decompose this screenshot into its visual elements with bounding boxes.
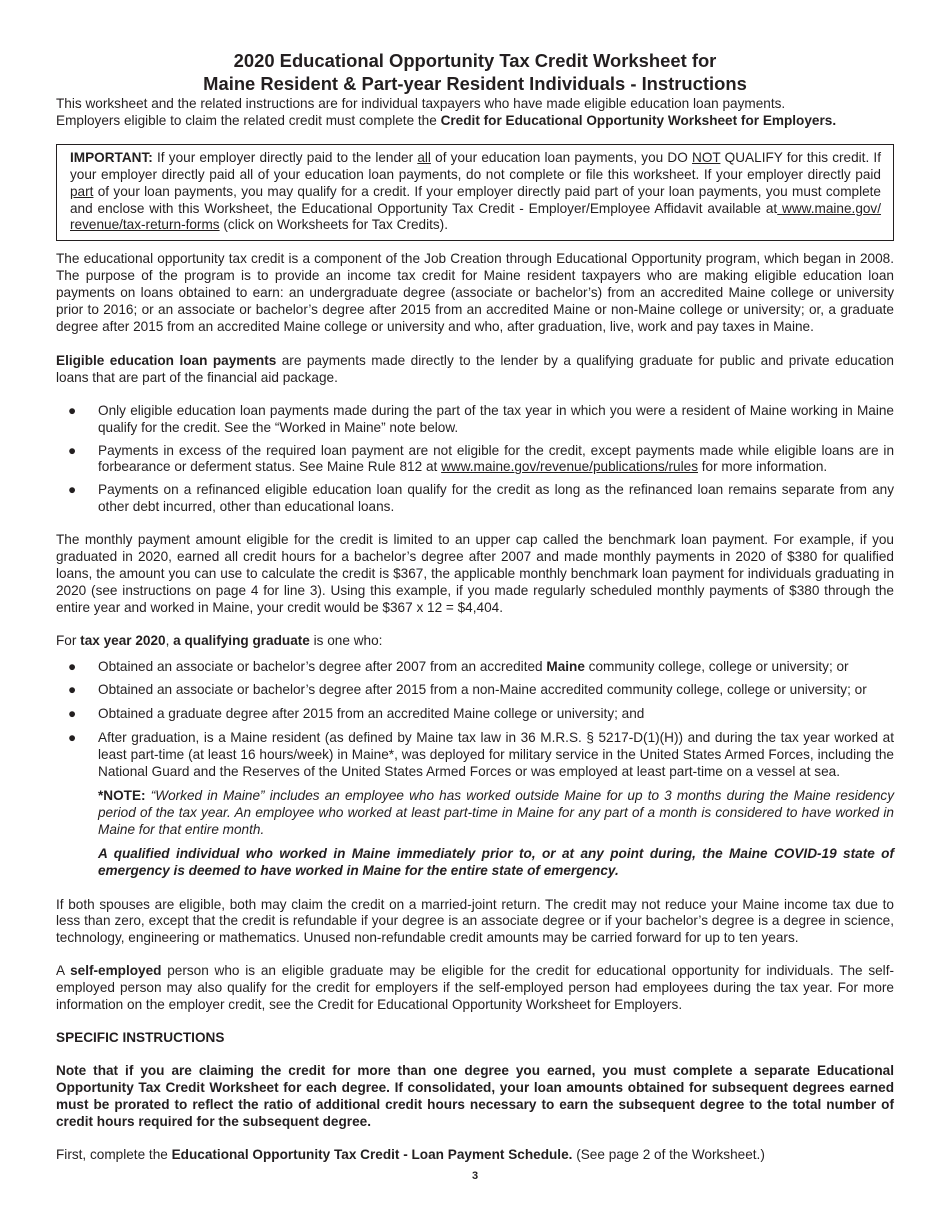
tax-year-bold: tax year 2020 xyxy=(80,632,166,648)
list-item-text: Obtained an associate or bachelor’s degree after 2015 from a non-Maine accredited community college, college or university; or xyxy=(98,682,867,698)
text: , xyxy=(165,632,174,648)
important-text-1: If your employer directly paid to the lender xyxy=(152,149,418,165)
list-item-text: for more information. xyxy=(698,459,828,475)
list-item-text: Obtained a graduate degree after 2015 from an accredited Maine college or university; and xyxy=(98,706,645,722)
title-line-2: Maine Resident & Part-year Resident Individuals - Instructions xyxy=(203,72,747,94)
important-text xyxy=(70,150,881,235)
eligible-text: are payments made directly to the lender by a qualifying graduate for public and private education loans that are part of the financial aid package. xyxy=(56,352,894,385)
text: A xyxy=(56,963,71,979)
program-paragraph: The educational opportunity tax credit is a component of the Job Creation through Educational Opportunity program, which began in 2008. The purpose of the program is to provide an income tax credit for Maine resident taxpayers who are making eligible education loan payments on loans obtained to earn: an undergraduate degree (associate or bachelor’s) from an accredited Maine college or university prior to 2016; or an associate or bachelor’s degree after 2015 from an accredited Maine or non-Maine college or university; or, a graduate degree after 2015 from an accredited Maine college or university and who, after graduation, live, work and pay taxes in Maine. xyxy=(56,251,894,334)
self-employed-paragraph xyxy=(56,963,894,1014)
bullet-icon: ● xyxy=(68,706,77,722)
intro xyxy=(56,96,894,130)
spouses-paragraph: If both spouses are eligible, both may claim the credit on a married-joint return. The credit may not reduce your Maine income tax due to less than zero, except that the credit is refundable if your degree is an associate degree or if your bachelor’s degree is a degree in science, technology, engineering or mathematics. Unused non-refundable credit amounts may be carried forward for up to ten years. xyxy=(56,896,894,946)
list-item-text: Payments in excess of the required loan payment are not eligible for the credit, except payments made while eligible loans are in forbearance or deferment status. See Maine Rule 812 at xyxy=(98,442,894,475)
page-title xyxy=(56,50,894,95)
bullet-icon: ● xyxy=(68,658,77,674)
bullet-icon: ● xyxy=(68,482,77,498)
list-item-text: Only eligible education loan payments made during the part of the tax year in which you were a resident of Maine working in Maine qualify for the credit. See the “Worked in Maine” note below. xyxy=(98,402,894,435)
eligible-paragraph xyxy=(56,353,894,387)
employer-worksheet-title: Credit for Educational Opportunity Worksheet for Employers. xyxy=(440,112,837,128)
list-item-text: After graduation, is a Maine resident (as defined by Maine tax law in 36 M.R.S. § 5217-D(1)(H)) and during the tax year worked at least part-time (at least 16 hours/week) in Maine*, was deployed for military service in the United States Armed Forces, including the National Guard and the Reserves of the United States Armed Forces or was employed at least part-time on a vessel at sea. xyxy=(98,730,894,780)
eligible-bullets xyxy=(56,403,894,516)
note-text: “Worked in Maine” includes an employee who has worked outside Maine for up to 3 months during the Maine residency period of the tax year. An employee who worked at least part-time in Maine for any part of a month is considered to have worked in Maine for that entire month. xyxy=(98,788,894,837)
covid-note xyxy=(56,846,894,880)
intro-text: Employers eligible to claim the related credit must complete the xyxy=(56,112,441,128)
eligible-term: Eligible education loan payments xyxy=(56,352,277,368)
text: is one who: xyxy=(309,632,383,648)
self-employed-bold: self-employed xyxy=(70,963,162,979)
intro-line-1: This worksheet and the related instructions are for individual taxpayers who have made eligible education loan payments. xyxy=(56,96,786,111)
important-text-4: of your loan payments, you may qualify for a credit. If your employer directly paid part of your loan payments, you must complete and enclose with this Worksheet, the Educational Opportunity Tax Credit - Employer/Employee Affidavit available at xyxy=(70,183,881,216)
qualifying-graduate-intro xyxy=(56,633,894,650)
list-item xyxy=(56,706,894,723)
covid-note-text: A qualified individual who worked in Maine immediately prior to, or at any point during, the Maine COVID-19 state of emergency is deemed to have worked in Maine for the entire state of emergency. xyxy=(98,845,894,878)
title-line-1: 2020 Educational Opportunity Tax Credit Worksheet for xyxy=(233,50,717,71)
text: For xyxy=(56,632,81,648)
multiple-degrees-note: Note that if you are claiming the credit for more than one degree you earned, you must complete a separate Educational Opportunity Tax Credit Worksheet for each degree. If consolidated, your loan amounts obtained for subsequent degrees earned must be prorated to reflect the ratio of additional credit hours necessary to earn the subsequent degree to the total number of credit hours required for the subsequent degree. xyxy=(56,1062,894,1129)
benchmark-paragraph: The monthly payment amount eligible for the credit is limited to an upper cap called the benchmark loan payment. For example, if you graduated in 2020, earned all credit hours for a bachelor’s degree after 2007 and made monthly payments in 2020 of $380 for qualified loans, the amount you can use to calculate the credit is $367, the applicable monthly benchmark loan payment for individuals graduating in 2020 (see instructions on page 4 for line 3). Using this example, if you made regularly scheduled monthly payments of $380 through the entire year and worked in Maine, your credit would be $367 x 12 = $4,404. xyxy=(56,532,894,615)
text: (See page 2 of the Worksheet.) xyxy=(572,1146,765,1162)
list-item-text: community college, college or university; or xyxy=(584,658,849,674)
document-page xyxy=(56,50,894,1163)
maine-bold: Maine xyxy=(546,658,585,674)
rules-link[interactable]: www.maine.gov/revenue/publications/rules xyxy=(441,459,698,475)
list-item xyxy=(56,659,894,676)
qualifying-graduate-bold: a qualifying graduate xyxy=(173,632,310,648)
list-item-text: Payments on a refinanced eligible education loan qualify for the credit as long as the refinanced loan remains separate from any other debt incurred, other than educational loans. xyxy=(98,482,894,515)
list-item-text: Obtained an associate or bachelor’s degree after 2007 from an accredited xyxy=(98,658,547,674)
loan-payment-schedule-title: Educational Opportunity Tax Credit - Loan Payment Schedule. xyxy=(171,1146,573,1162)
bullet-icon: ● xyxy=(68,442,77,458)
first-step-paragraph xyxy=(56,1147,894,1164)
bullet-icon: ● xyxy=(68,682,77,698)
text: person who is an eligible graduate may be eligible for the credit for educational opportunity for individuals. The self-employed person may also qualify for the credit for employers if the self-employed person had employees during the tax year. For more information on the employer credit, see the Credit for Educational Opportunity Worksheet for Employers. xyxy=(56,963,894,1013)
important-text-3: QUALIFY for this credit. If your employer directly paid all of your education loan payments, do not complete or file this worksheet. If your employer directly paid xyxy=(70,149,881,182)
list-item xyxy=(56,682,894,699)
worked-in-maine-note xyxy=(56,788,894,839)
important-text-5: (click on Worksheets for Tax Credits). xyxy=(219,217,448,233)
qualifying-bullets xyxy=(56,659,894,781)
important-label: IMPORTANT: xyxy=(70,149,153,165)
bullet-icon: ● xyxy=(68,730,77,746)
list-item xyxy=(56,482,894,516)
list-item xyxy=(56,730,894,781)
all-underlined: all xyxy=(417,149,431,165)
important-box xyxy=(56,144,894,242)
list-item xyxy=(56,443,894,477)
part-underlined: part xyxy=(70,183,94,199)
page-number: 3 xyxy=(471,1170,479,1182)
tax-return-forms-link[interactable]: www.maine.gov/ revenue/tax-return-forms xyxy=(70,200,882,233)
important-text-2: of your education loan payments, you DO xyxy=(430,149,693,165)
specific-instructions-heading: SPECIFIC INSTRUCTIONS xyxy=(56,1029,225,1045)
not-underlined: NOT xyxy=(692,149,721,165)
note-label: *NOTE: xyxy=(98,788,146,803)
list-item xyxy=(56,403,894,437)
text: First, complete the xyxy=(56,1146,172,1162)
bullet-icon: ● xyxy=(68,402,77,418)
intro-line-2 xyxy=(56,113,894,130)
